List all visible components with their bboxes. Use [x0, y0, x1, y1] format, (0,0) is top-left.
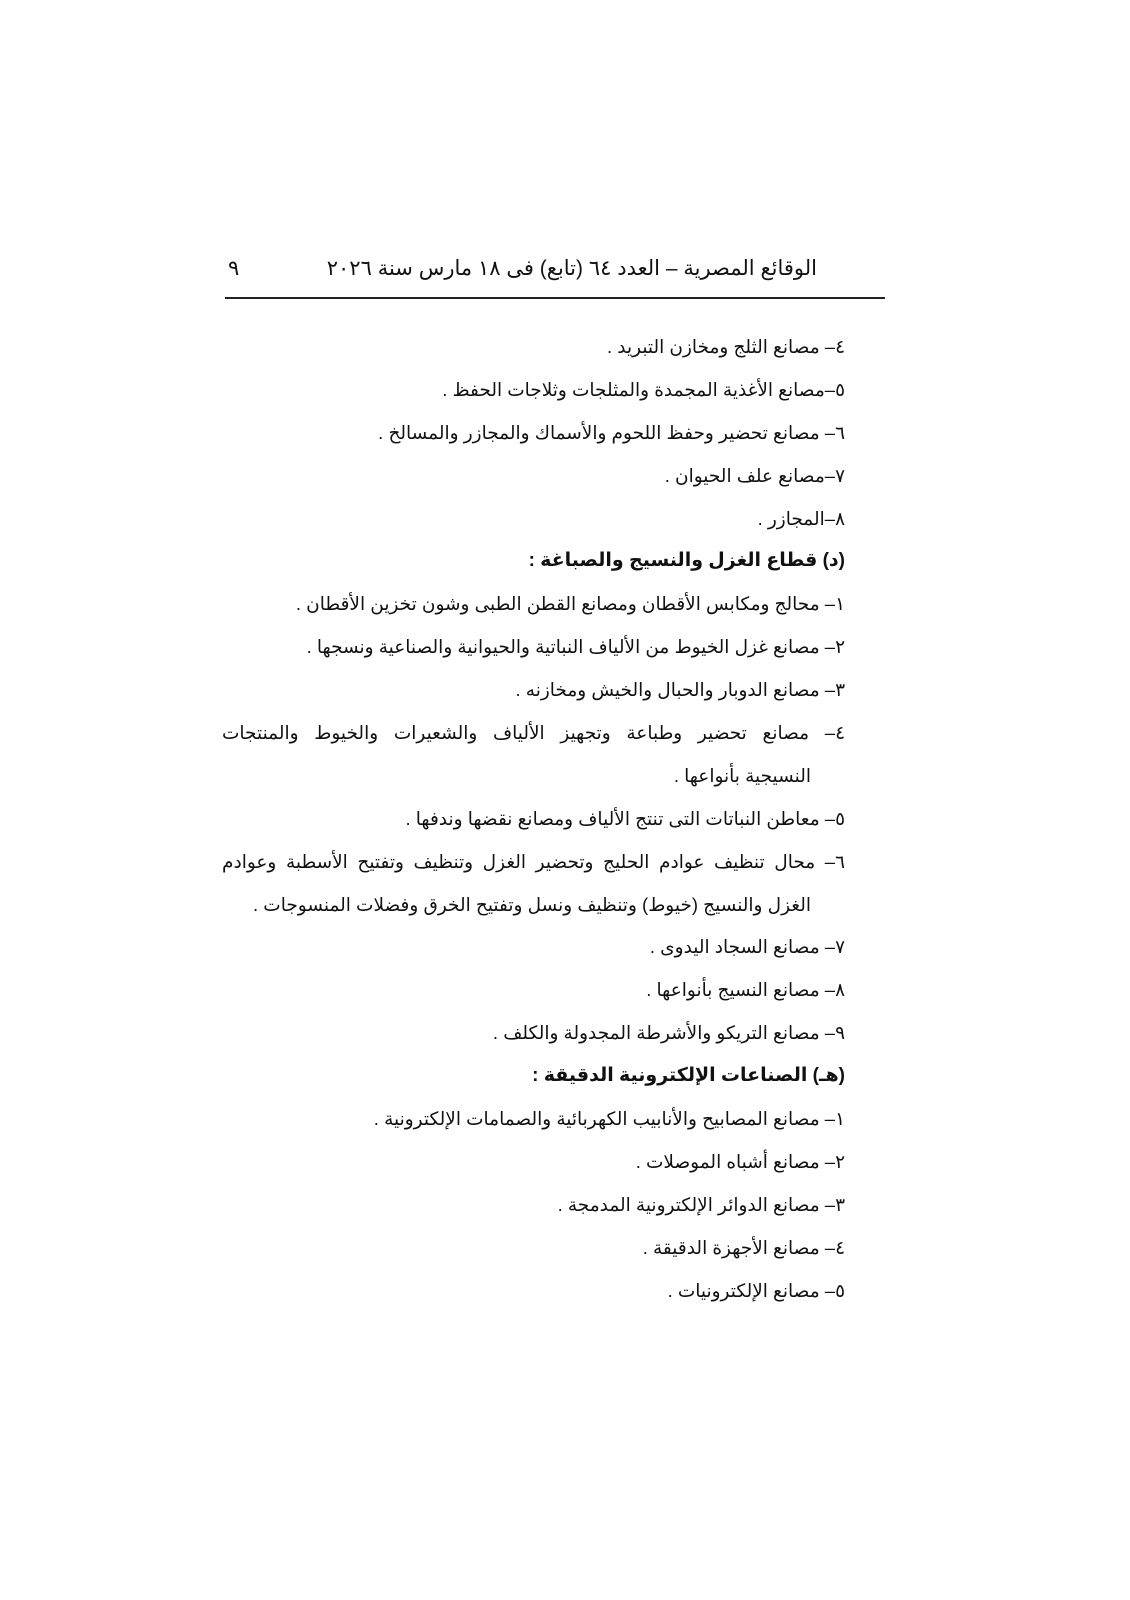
list-item-continuation: النسيجية بأنواعها . [673, 764, 811, 786]
list-item: ٤– مصانع الثلج ومخازن التبريد . [606, 336, 845, 357]
list-item: ٤– مصانع الأجهزة الدقيقة . [642, 1236, 845, 1258]
list-item: ٥– مصانع الإلكترونيات . [667, 1279, 845, 1301]
page-number: ٩ [228, 257, 240, 280]
list-item: ٣– مصانع الدوبار والحبال والخيش ومخازنه . [515, 679, 845, 701]
list-item: ٢– مصانع أشباه الموصلات . [635, 1150, 845, 1172]
list-item: ٦– محال تنظيف عوادم الحليج وتحضير الغزل وتنظيف وتفتيح الأسطبة وعوادم [222, 850, 845, 872]
list-item: ٤– مصانع تحضير وطباعة وتجهيز الألياف والشعيرات والخيوط والمنتجات [222, 722, 845, 744]
list-item-continuation: الغزل والنسيج (خيوط) وتنظيف ونسل وتفتيح الخرق وفضلات المنسوجات . [253, 893, 811, 915]
gazette-header-title: الوقائع المصرية – العدد ٦٤ (تابع) فى ١٨ مارس سنة ٢٠٢٦ [326, 257, 817, 280]
document-body [222, 328, 845, 1314]
section-heading-textiles: (د) قطاع الغزل والنسيج والصباغة : [528, 550, 845, 572]
header-divider [225, 297, 885, 299]
list-item: ٣– مصانع الدوائر الإلكترونية المدمجة . [557, 1193, 845, 1215]
list-item: ٧–مصانع علف الحيوان . [664, 464, 845, 486]
list-item: ١– مصانع المصابيح والأنابيب الكهربائية والصمامات الإلكترونية . [373, 1108, 845, 1130]
list-item: ١– محالج ومكابس الأقطان ومصانع القطن الطبى وشون تخزين الأقطان . [295, 593, 845, 615]
list-item: ٨–المجازر . [757, 507, 845, 529]
list-item: ٦– مصانع تحضير وحفظ اللحوم والأسماك والمجازر والمسالخ . [378, 421, 845, 443]
page-header [228, 252, 883, 292]
list-item: ٥– معاطن النباتات التى تنتج الألياف ومصانع نقضها وندفها . [405, 807, 845, 829]
list-item: ٥–مصانع الأغذية المجمدة والمثلجات وثلاجات الحفظ . [442, 378, 845, 400]
list-item: ٨– مصانع النسيج بأنواعها . [646, 979, 845, 1001]
list-item: ٧– مصانع السجاد اليدوى . [649, 936, 845, 958]
list-item: ٩– مصانع التريكو والأشرطة المجدولة والكلف . [492, 1022, 845, 1044]
section-heading-electronics: (هـ) الصناعات الإلكترونية الدقيقة : [532, 1065, 845, 1087]
list-item: ٢– مصانع غزل الخيوط من الألياف النباتية والحيوانية والصناعية ونسجها . [306, 636, 845, 658]
